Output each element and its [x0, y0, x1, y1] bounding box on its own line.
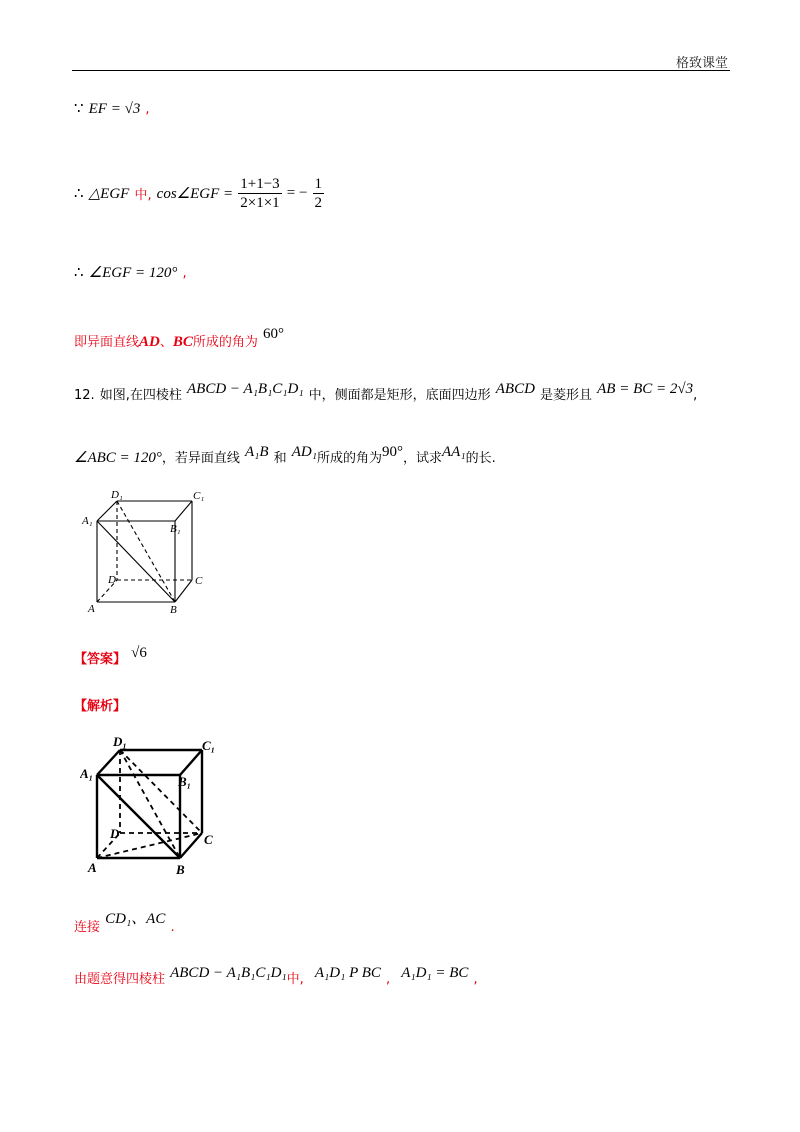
label-d: D — [108, 574, 116, 586]
dun-mark: 、 — [159, 335, 173, 350]
line-ef — [74, 98, 150, 118]
base-abcd: ABCD — [495, 381, 535, 397]
label-a1: A₁ — [80, 766, 94, 781]
fraction-2 — [313, 175, 325, 212]
zhong-label: 中, — [134, 188, 152, 203]
label-d1: D₁ — [113, 734, 127, 749]
line-bc: BC — [172, 334, 193, 350]
answer-row — [74, 645, 147, 668]
angle-abc: ∠ABC = 120° — [74, 450, 162, 466]
ninety-degrees: 90° — [382, 444, 403, 460]
a1d1-parallel-bc: A₁D₁ P BC — [314, 965, 381, 981]
equals-minus: = − — [286, 185, 308, 201]
answer-value: √6 — [131, 645, 147, 661]
punct: , — [182, 266, 187, 281]
he-label: 和 — [273, 451, 287, 466]
punct: , — [145, 102, 150, 117]
line-conclusion — [74, 326, 284, 351]
conclusion-text-b: 所成的角为 — [192, 335, 258, 350]
conclusion-text-a: 即异面直线 — [74, 335, 140, 350]
ef-expression: EF = √3 — [88, 101, 141, 117]
header-rule — [72, 70, 730, 71]
label-c1: C₁ — [193, 490, 205, 502]
prism-figure-2 — [80, 728, 225, 878]
line-ad1: AD₁ — [291, 444, 317, 460]
edge-aa1: AA₁ — [442, 444, 466, 460]
problem-text-e: 所成的角为 — [316, 451, 382, 466]
problem-text-c: 是菱形且 — [540, 388, 593, 403]
fraction-2-denominator: 2 — [314, 195, 323, 211]
problem-text-a: 如图,在四棱柱 — [99, 388, 182, 403]
period: . — [170, 920, 175, 935]
prism-figure-1 — [80, 488, 220, 618]
solution-line-1 — [74, 911, 175, 936]
problem-line-2 — [74, 444, 496, 467]
fraction-1 — [238, 175, 281, 212]
label-a1: A₁ — [82, 515, 93, 527]
line-cos — [74, 175, 324, 212]
problem-text-f: ，试求 — [403, 451, 443, 466]
therefore-symbol: ∴ — [74, 265, 84, 281]
label-c1: C₁ — [202, 738, 216, 753]
connect-text: 连接 — [74, 920, 101, 935]
triangle-egf: △EGF — [88, 186, 130, 202]
solution-comma-1: , — [385, 972, 391, 987]
ab-equals-bc: AB = BC = 2√3 — [597, 381, 694, 397]
therefore-symbol: ∴ — [74, 186, 84, 202]
problem-text-g: 的长. — [465, 451, 496, 466]
solution-prism: ABCD − A₁B₁C₁D₁ — [170, 965, 287, 981]
line-ad: AD — [139, 334, 160, 350]
label-b1: B₁ — [178, 774, 192, 789]
angle-value: 60° — [263, 326, 284, 342]
label-d1: D₁ — [111, 489, 123, 501]
problem-number: 12. — [74, 388, 95, 403]
segments-cd1-ac: CD₁、AC — [105, 911, 166, 927]
line-a1b: A₁B — [245, 444, 269, 460]
label-c: C — [204, 832, 213, 847]
line-angle — [74, 262, 187, 282]
a1d1-equals-bc: A₁D₁ = BC — [401, 965, 469, 981]
label-d: D — [110, 826, 120, 841]
angle-egf-expression: ∠EGF = 120° — [88, 265, 178, 281]
problem-text-d: ，若异面直线 — [161, 451, 240, 466]
label-a: A — [88, 860, 97, 875]
solution-comma-2: , — [473, 972, 478, 987]
answer-tag: 【答案】 — [74, 652, 127, 667]
problem-text-b: 中，侧面都是矩形，底面四边形 — [308, 388, 491, 403]
analysis-tag: 【解析】 — [74, 699, 127, 714]
problem-line-1 — [74, 381, 698, 404]
solution-text-a: 由题意得四棱柱 — [74, 972, 166, 987]
fraction-1-denominator: 2×1×1 — [240, 195, 280, 211]
fraction-2-numerator: 1 — [314, 176, 323, 192]
label-b: B — [176, 862, 185, 877]
solution-line-2 — [74, 965, 478, 988]
label-b: B — [170, 604, 177, 616]
fraction-1-numerator: 1+1−3 — [240, 176, 280, 192]
label-b1: B₁ — [170, 523, 181, 535]
solution-zhong: 中, — [286, 972, 304, 987]
comma: , — [693, 388, 698, 403]
because-symbol: ∵ — [74, 101, 84, 117]
label-a: A — [88, 603, 95, 615]
cos-lhs: cos∠EGF = — [156, 186, 234, 202]
prism-name: ABCD − A₁B₁C₁D₁ — [187, 381, 304, 397]
label-c: C — [195, 575, 203, 587]
header-title: 格致课堂 — [675, 56, 728, 71]
